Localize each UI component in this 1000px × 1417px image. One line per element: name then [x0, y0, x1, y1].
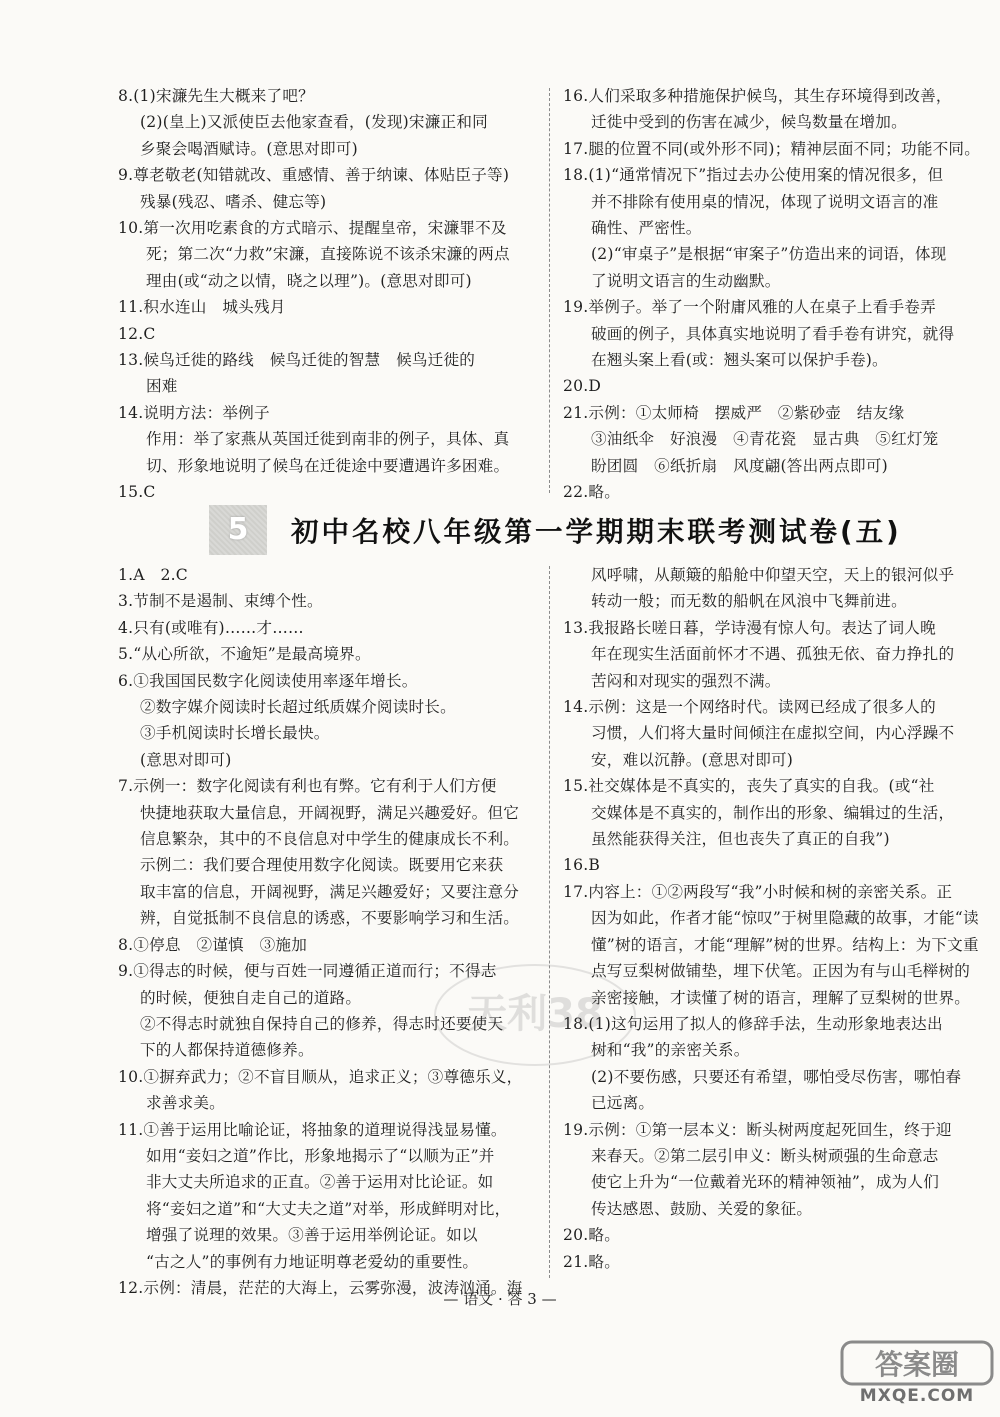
answer-line: 19.举例子。举了一个附庸风雅的人在桌子上看手卷弄: [563, 298, 936, 317]
answer-line: 辨，自觉抵制不良信息的诱惑，不要影响学习和生活。: [140, 909, 520, 928]
answer-line: 3.节制不是遏制、束缚个性。: [118, 592, 323, 611]
answer-line: 非大丈夫所追求的正直。②善于运用对比论证。如: [146, 1173, 494, 1192]
answer-line: 转动一般；而无数的船帆在风浪中飞舞前进。: [591, 592, 907, 611]
answer-line: 求善求美。: [146, 1094, 225, 1113]
answer-line: 点写豆梨树做铺垫，埋下伏笔。正因为有与山毛榉树的: [591, 962, 971, 981]
answer-line: 下的人都保持道德修养。: [140, 1041, 314, 1060]
answer-line: 9.①得志的时候，便与百姓一同遵循正道而行；不得志: [118, 962, 497, 981]
answer-line: 18.(1)这句运用了拟人的修辞手法，生动形象地表达出: [563, 1014, 943, 1033]
answer-line: 盼团圆 ⑥纸折扇 风度翩(答出两点即可): [591, 456, 888, 475]
answer-line: ②不得志时就独自保持自己的修养，得志时还要使天: [140, 1014, 504, 1033]
answer-line: (意思对即可): [140, 750, 232, 769]
answers-bottom-left: [118, 562, 543, 1301]
answer-line: ③手机阅读时长增长最快。: [140, 724, 330, 743]
answer-line: 习惯，人们将大量时间倾注在虚拟空间，内心浮躁不: [591, 724, 955, 743]
answer-line: 交媒体是不真实的，制作出的形象、编辑过的生活，: [591, 803, 955, 822]
answer-line: 因为如此，作者才能“惊叹”于树里隐藏的故事，才能“读: [591, 909, 979, 928]
answer-line: 10.①摒弃武力；②不盲目顺从，追求正义；③尊德乐义，: [118, 1067, 523, 1086]
answer-line: 11.积水连山 城头残月: [118, 298, 286, 317]
answer-line: 15.C: [118, 483, 156, 502]
answer-line: 17.腿的位置不同(或外形不同)；精神层面不同；功能不同。: [563, 139, 981, 158]
answer-line: 快捷地获取大量信息，开阔视野，满足兴趣爱好。但它: [140, 803, 520, 822]
answer-line: “古之人”的事例有力地证明尊老爱幼的重要性。: [146, 1252, 479, 1271]
answer-line: ③油纸伞 好浪漫 ④青花瓷 显古典 ⑤红灯笼: [591, 430, 939, 449]
answer-line: (2)不要伤感，只要还有希望，哪怕受尽伤害，哪怕春: [591, 1067, 962, 1086]
answer-line: 9.尊老敬老(知错就改、重感情、善于纳谏、体贴臣子等): [118, 166, 510, 185]
answer-line: 20.D: [563, 377, 602, 396]
answer-line: 的时候，便独自走自己的道路。: [140, 988, 362, 1007]
answer-line: 树和“我”的亲密关系。: [591, 1041, 750, 1060]
page-footer: — 语文 · 答 3 —: [443, 1290, 557, 1308]
section-number-badge: 5: [209, 505, 267, 555]
answer-line: 示例二：我们要合理使用数字化阅读。既要用它来获: [140, 856, 504, 875]
answer-line: (2)“审桌子”是根据“审案子”仿造出来的词语，体现: [591, 245, 947, 264]
answer-line: 破画的例子，具体真实地说明了看手卷有讲究，就得: [591, 324, 955, 343]
answer-line: 1.A 2.C: [118, 566, 188, 584]
answer-line: 切、形象地说明了候鸟在迁徙途中要遭遇许多困难。: [146, 456, 510, 475]
answer-line: 14.说明方法：举例子: [118, 403, 270, 422]
corner-logo-icon: [838, 1338, 996, 1388]
answer-line: 18.(1)“通常情况下”指过去办公使用案的情况很多，但: [563, 166, 944, 185]
answer-line: 乡聚会喝酒赋诗。(意思对即可): [140, 139, 358, 158]
answer-line: (2)(皇上)又派使臣去他家查看，(发现)宋濂正和同: [140, 113, 488, 132]
answer-line: 迁徙中受到的伤害在减少，候鸟数量在增加。: [591, 113, 907, 132]
svg-text:天利38: 天利38: [467, 991, 603, 1037]
answer-line: 增强了说理的效果。③善于运用举例论证。如以: [146, 1226, 478, 1245]
answer-line: 10.第一次用吃素食的方式暗示、提醒皇帝，宋濂罪不及: [118, 219, 507, 238]
answer-line: 懂”树的语言，才能“理解”树的世界。结构上：为下文重: [591, 935, 979, 954]
answer-line: 17.内容上：①②两段写“我”小时候和树的亲密关系。正: [563, 882, 953, 901]
answers-top-left: [118, 83, 543, 506]
answer-line: ②数字媒介阅读时长超过纸质媒介阅读时长。: [140, 698, 456, 717]
answer-line: 确性、严密性。: [591, 219, 702, 238]
section-title: 初中名校八年级第一学期期末联考测试卷(五): [291, 516, 902, 548]
answer-line: 12.C: [118, 324, 156, 343]
answer-line: 虽然能获得关注，但也丧失了真正的自我”): [591, 830, 890, 849]
corner-url: MXQE.COM: [859, 1386, 975, 1406]
answer-line: 苦闷和对现实的强烈不满。: [591, 671, 781, 690]
answers-top-right: [563, 83, 983, 506]
answer-line: 16.人们采取多种措施保护候鸟，其生存环境得到改善，: [563, 87, 952, 105]
answer-line: 年在现实生活面前怀才不遇、孤独无依、奋力挣扎的: [591, 645, 955, 664]
answer-line: 13.我报路长嗟日暮，学诗漫有惊人句。表达了词人晚: [563, 618, 936, 637]
answer-line: 死；第二次“力救”宋濂，直接陈说不该杀宋濂的两点: [146, 245, 510, 264]
answer-line: 将“妾妇之道”和“大丈夫之道”对举，形成鲜明对比，: [146, 1199, 511, 1218]
answer-line: 13.候鸟迁徙的路线 候鸟迁徙的智慧 候鸟迁徙的: [118, 351, 476, 370]
answer-line: 取丰富的信息，开阔视野，满足兴趣爱好；又要注意分: [140, 882, 520, 901]
answer-line: 12.示例：清晨，茫茫的大海上，云雾弥漫，波涛汹涌。海: [118, 1278, 523, 1297]
answer-line: 16.B: [563, 856, 601, 875]
svg-text:答案圈: 答案圈: [874, 1348, 960, 1381]
answer-line: 信息繁杂，其中的不良信息对中学生的健康成长不利。: [140, 830, 520, 849]
answer-line: 11.①善于运用比喻论证，将抽象的道理说得浅显易懂。: [118, 1120, 507, 1139]
answer-line: 并不排除有使用桌的情况，体现了说明文语言的准: [591, 192, 939, 211]
answer-line: 安，难以沉静。(意思对即可): [591, 750, 794, 769]
answer-line: 6.①我国国民数字化阅读使用率逐年增长。: [118, 671, 418, 690]
answer-line: 残暴(残忍、嗜杀、健忘等): [140, 192, 327, 211]
answer-line: 作用：举了家燕从英国迁徙到南非的例子，具体、真: [146, 430, 510, 449]
answer-line: 如用“妾妇之道”作比，形象地揭示了“以顺为正”并: [146, 1146, 495, 1165]
answer-line: 已远离。: [591, 1094, 655, 1113]
answer-line: 来春天。②第二层引申义：断头树顽强的生命意志: [591, 1146, 939, 1165]
answer-line: 理由(或“动之以情，晓之以理”)。(意思对即可): [146, 271, 472, 290]
answers-bottom-right: [563, 562, 983, 1275]
answer-line: 8.①停息 ②谨慎 ③施加: [118, 935, 308, 954]
column-divider-bottom: [549, 566, 550, 1278]
answer-line: 亲密接触，才读懂了树的语言，理解了豆梨树的世界。: [591, 988, 971, 1007]
answer-line: 在翘头案上看(或：翘头案可以保护手卷)。: [591, 351, 888, 370]
answer-line: 困难: [146, 377, 178, 396]
answer-line: 8.(1)宋濂先生大概来了吧？: [118, 87, 314, 105]
answer-line: 风呼啸，从颠簸的船舱中仰望天空，天上的银河似乎: [591, 566, 955, 584]
answer-line: 15.社交媒体是不真实的，丧失了真实的自我。(或“社: [563, 777, 935, 796]
answer-line: 4.只有(或唯有)……才……: [118, 618, 304, 637]
corner-logo: [838, 1338, 996, 1414]
answer-line: 14.示例：这是一个网络时代。读网已经成了很多人的: [563, 698, 936, 717]
answer-line: 21.略。: [563, 1252, 620, 1271]
answer-line: 传达感恩、鼓励、关爱的象征。: [591, 1199, 813, 1218]
answer-line: 22.略。: [563, 483, 620, 502]
column-divider-top: [549, 88, 550, 493]
answer-line: 19.示例：①第一层本义：断头树两度起死回生，终于迎: [563, 1120, 952, 1139]
answer-line: 21.示例：①太师椅 摆威严 ②紫砂壶 结友缘: [563, 403, 905, 422]
answer-line: 7.示例一：数字化阅读有利也有弊。它有利于人们方便: [118, 777, 497, 796]
section-header: [205, 503, 985, 557]
answer-line: 了说明文语言的生动幽默。: [591, 271, 781, 290]
answer-line: 20.略。: [563, 1226, 620, 1245]
answer-line: 5.“从心所欲，不逾矩”是最高境界。: [118, 645, 371, 664]
answer-line: 使它上升为“一位戴着光环的精神领袖”，成为人们: [591, 1173, 940, 1192]
